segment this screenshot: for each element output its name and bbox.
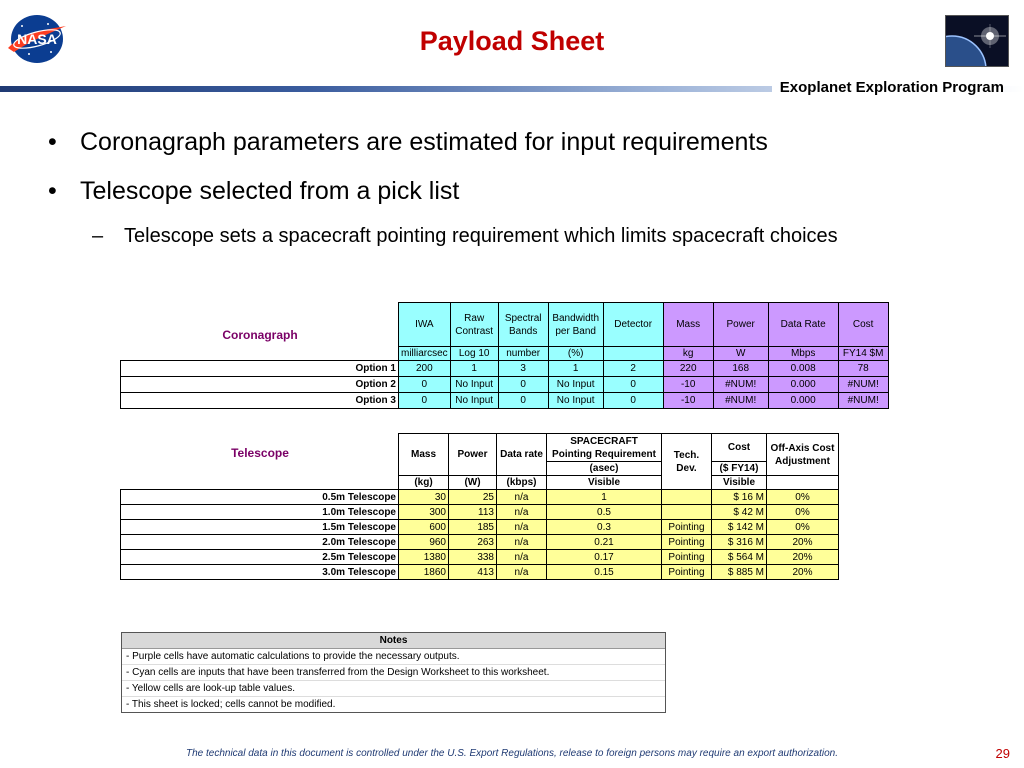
table-row [121, 361, 889, 377]
coronagraph-label: Coronagraph [222, 328, 298, 342]
data-cell: #NUM! [713, 377, 768, 393]
data-cell: 0.15 [547, 565, 662, 580]
data-cell: $ 42 M [712, 505, 767, 520]
data-cell: 168 [713, 361, 768, 377]
data-cell: 0.000 [768, 377, 838, 393]
data-cell: 1 [547, 490, 662, 505]
data-cell: 960 [399, 535, 449, 550]
program-name: Exoplanet Exploration Program [772, 79, 1004, 96]
data-cell: 0 [603, 393, 663, 409]
data-cell: n/a [497, 550, 547, 565]
bullet-glyph: • [48, 128, 57, 156]
row-label: Option 1 [121, 361, 399, 377]
col-header-bandwidth: Bandwidth per Band [548, 303, 603, 347]
bullet-glyph: • [48, 177, 57, 205]
row-label: Option 3 [121, 393, 399, 409]
col-header-power: Power [713, 303, 768, 347]
data-cell: Pointing [662, 550, 712, 565]
data-cell: 20% [767, 535, 839, 550]
data-cell: 263 [449, 535, 497, 550]
data-cell: #NUM! [713, 393, 768, 409]
table-row [121, 377, 889, 393]
data-cell: 20% [767, 565, 839, 580]
blank-cell [767, 476, 839, 490]
data-cell: 0 [399, 393, 451, 409]
col-header-tech-dev: Tech. Dev. [662, 434, 712, 490]
data-cell: 338 [449, 550, 497, 565]
nasa-logo-text: NASA [17, 31, 57, 47]
unit-cell: number [498, 347, 548, 361]
coronagraph-header-row [121, 303, 889, 347]
notes-box [121, 632, 666, 713]
data-cell [662, 505, 712, 520]
col-header-spectral-bands: Spectral Bands [498, 303, 548, 347]
coronagraph-units-row [121, 347, 889, 361]
data-cell: 1380 [399, 550, 449, 565]
data-cell: $ 564 M [712, 550, 767, 565]
data-cell: 1 [548, 361, 603, 377]
col-header-cost: Cost [712, 434, 767, 462]
data-cell: 0.17 [547, 550, 662, 565]
data-cell: 0.21 [547, 535, 662, 550]
note-line: - This sheet is locked; cells cannot be modified. [126, 699, 336, 710]
table-row [121, 490, 839, 505]
data-rate-unit: (kbps) [497, 476, 547, 490]
telescope-units-row [121, 476, 839, 490]
data-cell: 0.000 [768, 393, 838, 409]
data-cell: 0 [498, 393, 548, 409]
row-label: 3.0m Telescope [121, 565, 399, 580]
data-cell: n/a [497, 520, 547, 535]
unit-cell: FY14 $M [838, 347, 888, 361]
data-cell: No Input [548, 393, 603, 409]
data-cell: 30 [399, 490, 449, 505]
table-row [121, 535, 839, 550]
data-cell: 20% [767, 550, 839, 565]
unit-cell: W [713, 347, 768, 361]
col-header-detector: Detector [603, 303, 663, 347]
table-row [121, 393, 889, 409]
data-cell: 1860 [399, 565, 449, 580]
col-header-cost: Cost [838, 303, 888, 347]
coronagraph-table [120, 302, 889, 409]
data-cell: 3 [498, 361, 548, 377]
planet-image [945, 15, 1009, 67]
col-header-spacecraft [547, 434, 662, 462]
notes-header: Notes [122, 633, 665, 649]
col-header-mass: Mass [663, 303, 713, 347]
telescope-table [120, 433, 839, 580]
note-line: - Purple cells have automatic calculations to provide the necessary outputs. [122, 649, 665, 665]
data-cell: 185 [449, 520, 497, 535]
sub-bullet-text: Telescope sets a spacecraft pointing requirement which limits spacecraft choices [124, 225, 838, 247]
note-line: - Cyan cells are inputs that have been transferred from the Design Worksheet to this worksheet. [122, 665, 665, 681]
data-cell: -10 [663, 377, 713, 393]
pointing-unit: (asec) [547, 462, 662, 476]
pointing-visible: Visible [547, 476, 662, 490]
blank-cell [121, 476, 399, 490]
data-cell: No Input [450, 393, 498, 409]
dash-glyph: – [92, 225, 104, 247]
col-header-mass: Mass [399, 434, 449, 476]
cost-visible: Visible [712, 476, 767, 490]
col-header-offaxis: Off-Axis Cost Adjustment [767, 434, 839, 476]
col-header-iwa: IWA [399, 303, 451, 347]
telescope-label: Telescope [231, 446, 289, 460]
mass-unit: (kg) [399, 476, 449, 490]
data-cell: n/a [497, 535, 547, 550]
data-cell: #NUM! [838, 393, 888, 409]
data-cell: $ 142 M [712, 520, 767, 535]
export-disclaimer: The technical data in this document is controlled under the U.S. Export Regulations, release to foreign persons may require an export authorization. [185, 748, 839, 759]
data-cell: $ 885 M [712, 565, 767, 580]
spacecraft-header-line2: Pointing Requirement [552, 448, 656, 460]
data-cell: 0.5 [547, 505, 662, 520]
row-label: Option 2 [121, 377, 399, 393]
data-cell: -10 [663, 393, 713, 409]
data-cell: $ 16 M [712, 490, 767, 505]
page-title: Payload Sheet [419, 26, 605, 56]
data-cell: 220 [663, 361, 713, 377]
data-cell: 0% [767, 490, 839, 505]
data-cell: No Input [548, 377, 603, 393]
blank-cell [121, 347, 399, 361]
table-row [121, 565, 839, 580]
data-cell: 0 [603, 377, 663, 393]
power-unit: (W) [449, 476, 497, 490]
telescope-header-row [121, 434, 839, 462]
note-line: - Yellow cells are look-up table values. [122, 681, 665, 697]
col-header-data-rate: Data rate [497, 434, 547, 476]
row-label: 2.5m Telescope [121, 550, 399, 565]
data-cell: 0% [767, 520, 839, 535]
data-cell: Pointing [662, 520, 712, 535]
data-cell: Pointing [662, 565, 712, 580]
row-label: 1.0m Telescope [121, 505, 399, 520]
blank-cell [121, 303, 399, 347]
unit-cell: Log 10 [450, 347, 498, 361]
data-cell: 78 [838, 361, 888, 377]
spacecraft-header-line1: SPACECRAFT [570, 435, 638, 447]
unit-cell: (%) [548, 347, 603, 361]
table-row [121, 550, 839, 565]
data-cell: Pointing [662, 535, 712, 550]
blank-cell [121, 462, 399, 476]
data-cell: 200 [399, 361, 451, 377]
data-cell: 300 [399, 505, 449, 520]
data-cell: No Input [450, 377, 498, 393]
data-cell [662, 490, 712, 505]
col-header-power: Power [449, 434, 497, 476]
unit-cell: Mbps [768, 347, 838, 361]
row-label: 2.0m Telescope [121, 535, 399, 550]
data-cell: #NUM! [838, 377, 888, 393]
col-header-raw-contrast: Raw Contrast [450, 303, 498, 347]
data-cell: 25 [449, 490, 497, 505]
data-cell: 0 [399, 377, 451, 393]
data-cell: 0.3 [547, 520, 662, 535]
unit-cell [603, 347, 663, 361]
unit-cell: milliarcsec [399, 347, 451, 361]
data-cell: 0 [498, 377, 548, 393]
data-cell: n/a [497, 505, 547, 520]
blank-cell [121, 434, 399, 462]
bullet-text: Telescope selected from a pick list [80, 177, 460, 205]
data-cell: 413 [449, 565, 497, 580]
data-cell: 1 [450, 361, 498, 377]
row-label: 1.5m Telescope [121, 520, 399, 535]
data-cell: n/a [497, 490, 547, 505]
table-row [121, 520, 839, 535]
data-cell: 113 [449, 505, 497, 520]
data-cell: 600 [399, 520, 449, 535]
data-cell: $ 316 M [712, 535, 767, 550]
page-number: 29 [995, 746, 1010, 761]
data-cell: 0% [767, 505, 839, 520]
data-cell: 0.008 [768, 361, 838, 377]
data-cell: n/a [497, 565, 547, 580]
table-row [121, 505, 839, 520]
bullet-text: Coronagraph parameters are estimated for input requirements [80, 128, 768, 156]
data-cell: 2 [603, 361, 663, 377]
cost-unit: ($ FY14) [712, 462, 767, 476]
col-header-data-rate: Data Rate [768, 303, 838, 347]
unit-cell: kg [663, 347, 713, 361]
row-label: 0.5m Telescope [121, 490, 399, 505]
